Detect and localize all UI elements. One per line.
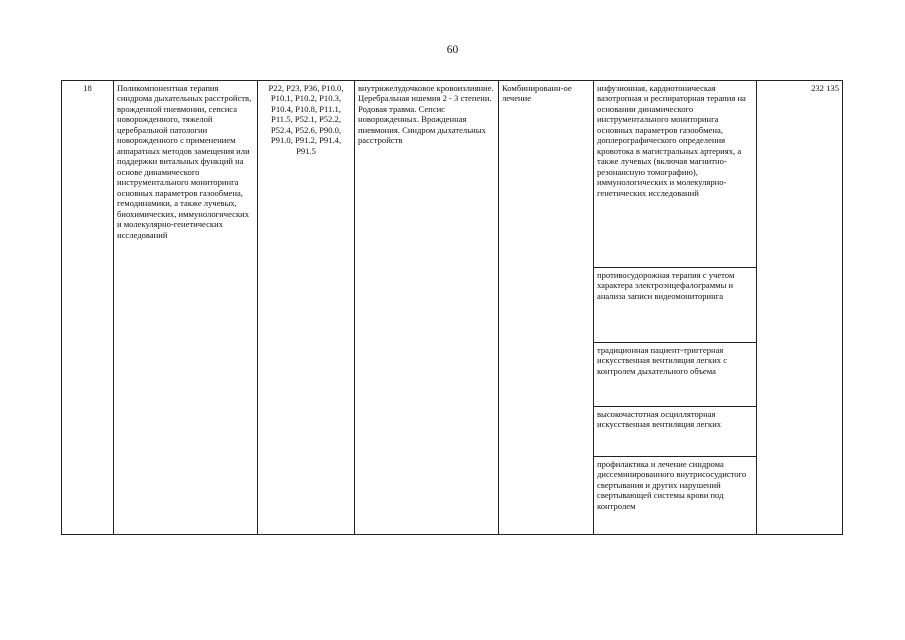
method-cell: профилактика и лечение синдрома диссеминированного внутрисосудистого свертывания и других нарушений свертывающей системы крови под контролем bbox=[594, 457, 757, 535]
method-cell: инфузионная, кардиотоническая вазотропная и респираторная терапия на основании динамического инструментального мониторинга основных параметров газообмена, доплерографического определения кровотока в магистральных артериях, а также лучевых (включая магнитно-резонансную томографию), иммунологических и молекулярно-генетических исследований bbox=[594, 81, 757, 268]
treatment-type: Комбинированн-ое лечение bbox=[499, 81, 594, 535]
icd-codes: P22, P23, P36, P10.0, P10.1, P10.2, P10.3, P10.4, P10.8, P11.1, P11.5, P52.1, P52.2, P52.4, P52.6, P90.0, P91.0, P91.2, P91.4, P91.5 bbox=[258, 81, 355, 535]
price-value: 232 135 bbox=[757, 81, 843, 535]
method-cell: противосудорожная терапия с учетом характера электроэнцефалограммы и анализа записи видеомониторинга bbox=[594, 268, 757, 343]
method-cell: традиционная пациент-триггерная искусственная вентиляция легких с контролем дыхательного объема bbox=[594, 343, 757, 407]
page-number: 60 bbox=[446, 44, 459, 56]
method-cell: высокочастотная осцилляторная искусственная вентиляция легких bbox=[594, 407, 757, 457]
table-row bbox=[62, 81, 843, 268]
medical-care-table bbox=[61, 80, 843, 535]
row-number: 18 bbox=[62, 81, 114, 535]
diagnosis-text: внутрижелудочковое кровоизлияние. Церебральная ишемия 2 - 3 степени. Родовая травма. Сепсис новорожденных. Врожденная пневмония. Синдром дыхательных расстройств bbox=[355, 81, 499, 535]
care-profile-name: Поликомпонентная терапия синдрома дыхательных расстройств, врожденной пневмонии, сепсиса новорожденного, тяжелой церебральной патологии новорожденного с применением аппаратных методов замещения или поддержки витальных функций на основе динамического инструментального мониторинга основных параметров газообмена, гемодинамики, а также лучевых, биохимических, иммунологических и молекулярно-генетических исследований bbox=[114, 81, 258, 535]
